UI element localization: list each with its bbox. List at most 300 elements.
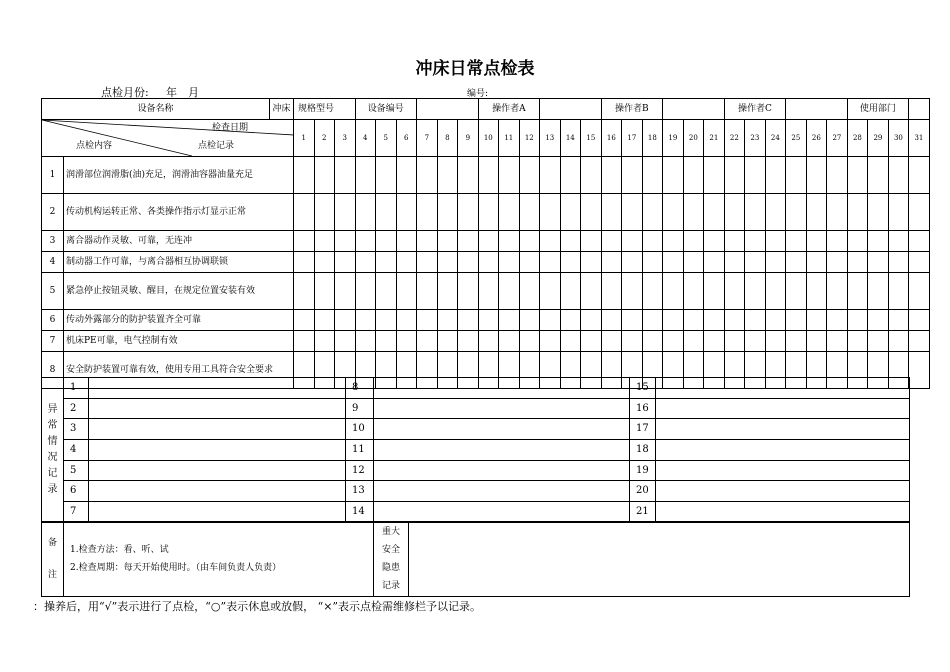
- check-cell[interactable]: [396, 157, 417, 194]
- check-cell[interactable]: [294, 331, 315, 352]
- check-cell[interactable]: [499, 273, 520, 310]
- check-item-row: [42, 273, 930, 310]
- check-cell[interactable]: [765, 310, 786, 331]
- day-19: 19: [663, 120, 684, 157]
- check-cell[interactable]: [294, 231, 315, 252]
- remarks-table: [41, 521, 910, 597]
- check-cell[interactable]: [581, 310, 602, 331]
- check-cell[interactable]: [806, 231, 827, 252]
- day-29: 29: [868, 120, 889, 157]
- diagonal-header: [42, 120, 294, 157]
- abnormal-record-field[interactable]: [89, 440, 346, 461]
- check-cell[interactable]: [376, 252, 397, 273]
- check-cell[interactable]: [355, 157, 376, 194]
- check-cell[interactable]: [540, 273, 561, 310]
- check-cell[interactable]: [642, 310, 663, 331]
- check-cell[interactable]: [663, 231, 684, 252]
- check-cell[interactable]: [499, 310, 520, 331]
- check-content-label: 点检内容: [76, 141, 113, 151]
- abnormal-number: 13: [346, 481, 374, 502]
- check-cell[interactable]: [827, 231, 848, 252]
- check-cell[interactable]: [519, 331, 540, 352]
- check-cell[interactable]: [396, 331, 417, 352]
- abnormal-record-field[interactable]: [374, 460, 630, 481]
- check-cell[interactable]: [663, 252, 684, 273]
- check-cell[interactable]: [683, 157, 704, 194]
- check-cell[interactable]: [314, 252, 335, 273]
- day-12: 12: [519, 120, 540, 157]
- abnormal-number: 12: [346, 460, 374, 481]
- abnormal-row: [42, 398, 910, 419]
- check-cell[interactable]: [335, 252, 356, 273]
- check-cell[interactable]: [417, 252, 438, 273]
- check-cell[interactable]: [622, 157, 643, 194]
- check-cell[interactable]: [499, 231, 520, 252]
- check-cell[interactable]: [786, 310, 807, 331]
- check-cell[interactable]: [355, 252, 376, 273]
- check-cell[interactable]: [355, 331, 376, 352]
- check-cell[interactable]: [786, 331, 807, 352]
- check-cell[interactable]: [437, 231, 458, 252]
- abnormal-record-field[interactable]: [656, 460, 910, 481]
- check-cell[interactable]: [437, 252, 458, 273]
- remarks-text: [64, 522, 374, 597]
- check-cell[interactable]: [642, 194, 663, 231]
- abnormal-number: 21: [630, 502, 656, 523]
- day-28: 28: [847, 120, 868, 157]
- check-cell[interactable]: [704, 252, 725, 273]
- check-cell[interactable]: [458, 273, 479, 310]
- check-record-label: 点检记录: [198, 141, 235, 151]
- check-cell[interactable]: [909, 194, 930, 231]
- device-no-field[interactable]: [417, 99, 479, 120]
- check-cell[interactable]: [458, 231, 479, 252]
- check-cell[interactable]: [663, 310, 684, 331]
- check-cell[interactable]: [806, 273, 827, 310]
- check-cell[interactable]: [540, 231, 561, 252]
- check-cell[interactable]: [601, 157, 622, 194]
- check-cell[interactable]: [601, 310, 622, 331]
- day-30: 30: [888, 120, 909, 157]
- check-cell[interactable]: [396, 194, 417, 231]
- hazard-label: 重大 安全 隐患 记录: [374, 522, 409, 597]
- check-cell[interactable]: [827, 331, 848, 352]
- check-cell[interactable]: [724, 273, 745, 310]
- abnormal-record-field[interactable]: [89, 460, 346, 481]
- check-cell[interactable]: [478, 331, 499, 352]
- check-cell[interactable]: [560, 157, 581, 194]
- remarks-label: 备 注: [42, 522, 64, 597]
- check-cell[interactable]: [519, 310, 540, 331]
- check-cell[interactable]: [745, 331, 766, 352]
- check-cell[interactable]: [437, 157, 458, 194]
- check-cell[interactable]: [683, 273, 704, 310]
- check-cell[interactable]: [294, 252, 315, 273]
- check-cell[interactable]: [704, 331, 725, 352]
- check-cell[interactable]: [909, 157, 930, 194]
- check-cell[interactable]: [786, 157, 807, 194]
- check-cell[interactable]: [642, 157, 663, 194]
- dept-field[interactable]: [909, 99, 930, 120]
- operator-c-field[interactable]: [786, 99, 848, 120]
- check-cell[interactable]: [396, 252, 417, 273]
- abnormal-record-field[interactable]: [374, 481, 630, 502]
- check-cell[interactable]: [417, 231, 438, 252]
- abnormal-record-field[interactable]: [374, 378, 630, 399]
- check-cell[interactable]: [519, 252, 540, 273]
- check-cell[interactable]: [909, 331, 930, 352]
- abnormal-number: 11: [346, 440, 374, 461]
- check-cell[interactable]: [355, 310, 376, 331]
- check-cell[interactable]: [294, 157, 315, 194]
- operator-a-field[interactable]: [540, 99, 602, 120]
- operator-b-label: 操作者B: [601, 99, 663, 120]
- abnormal-table: [41, 377, 910, 523]
- check-cell[interactable]: [847, 310, 868, 331]
- check-cell[interactable]: [827, 310, 848, 331]
- check-cell[interactable]: [335, 310, 356, 331]
- check-cell[interactable]: [888, 231, 909, 252]
- check-cell[interactable]: [827, 273, 848, 310]
- check-cell[interactable]: [765, 252, 786, 273]
- check-cell[interactable]: [437, 331, 458, 352]
- check-cell[interactable]: [355, 231, 376, 252]
- check-cell[interactable]: [294, 273, 315, 310]
- abnormal-number: 5: [64, 460, 89, 481]
- check-cell[interactable]: [642, 231, 663, 252]
- check-cell[interactable]: [622, 231, 643, 252]
- abnormal-number: 8: [346, 378, 374, 399]
- check-cell[interactable]: [745, 231, 766, 252]
- check-cell[interactable]: [499, 252, 520, 273]
- abnormal-record-field[interactable]: [656, 481, 910, 502]
- check-cell[interactable]: [642, 331, 663, 352]
- check-cell[interactable]: [560, 231, 581, 252]
- check-cell[interactable]: [478, 273, 499, 310]
- check-cell[interactable]: [786, 252, 807, 273]
- check-cell[interactable]: [888, 194, 909, 231]
- check-cell[interactable]: [765, 157, 786, 194]
- check-cell[interactable]: [458, 252, 479, 273]
- check-item-row: [42, 194, 930, 231]
- check-cell[interactable]: [519, 194, 540, 231]
- check-cell[interactable]: [806, 194, 827, 231]
- check-cell[interactable]: [847, 252, 868, 273]
- check-cell[interactable]: [314, 231, 335, 252]
- day-13: 13: [540, 120, 561, 157]
- check-cell[interactable]: [581, 252, 602, 273]
- check-cell[interactable]: [745, 310, 766, 331]
- check-cell[interactable]: [745, 157, 766, 194]
- check-cell[interactable]: [724, 231, 745, 252]
- check-cell[interactable]: [622, 252, 643, 273]
- check-cell[interactable]: [683, 194, 704, 231]
- check-cell[interactable]: [581, 231, 602, 252]
- abnormal-number: 15: [630, 378, 656, 399]
- abnormal-number: 7: [64, 502, 89, 523]
- abnormal-row: [42, 460, 910, 481]
- check-cell[interactable]: [663, 194, 684, 231]
- check-cell[interactable]: [458, 194, 479, 231]
- operator-b-field[interactable]: [663, 99, 725, 120]
- abnormal-record-field[interactable]: [656, 502, 910, 523]
- abnormal-record-field[interactable]: [89, 398, 346, 419]
- check-cell[interactable]: [560, 331, 581, 352]
- check-cell[interactable]: [683, 310, 704, 331]
- check-cell[interactable]: [376, 231, 397, 252]
- item-number: 3: [42, 231, 64, 252]
- check-cell[interactable]: [540, 310, 561, 331]
- check-cell[interactable]: [847, 157, 868, 194]
- check-cell[interactable]: [683, 231, 704, 252]
- check-cell[interactable]: [806, 157, 827, 194]
- abnormal-label: 异 常 情 况 记 录: [42, 378, 64, 523]
- check-cell[interactable]: [745, 252, 766, 273]
- check-cell[interactable]: [560, 194, 581, 231]
- check-cell[interactable]: [765, 331, 786, 352]
- check-cell[interactable]: [888, 331, 909, 352]
- check-cell[interactable]: [765, 194, 786, 231]
- check-cell[interactable]: [704, 273, 725, 310]
- check-cell[interactable]: [847, 331, 868, 352]
- check-cell[interactable]: [888, 252, 909, 273]
- check-cell[interactable]: [622, 331, 643, 352]
- check-cell[interactable]: [663, 157, 684, 194]
- check-cell[interactable]: [560, 252, 581, 273]
- check-cell[interactable]: [909, 273, 930, 310]
- check-cell[interactable]: [437, 273, 458, 310]
- abnormal-record-field[interactable]: [374, 502, 630, 523]
- abnormal-record-field[interactable]: [89, 378, 346, 399]
- check-cell[interactable]: [519, 273, 540, 310]
- check-cell[interactable]: [724, 157, 745, 194]
- check-cell[interactable]: [540, 194, 561, 231]
- check-cell[interactable]: [499, 157, 520, 194]
- check-cell[interactable]: [335, 331, 356, 352]
- abnormal-number: 9: [346, 398, 374, 419]
- check-cell[interactable]: [499, 194, 520, 231]
- check-cell[interactable]: [376, 331, 397, 352]
- check-cell[interactable]: [704, 310, 725, 331]
- check-cell[interactable]: [663, 273, 684, 310]
- check-cell[interactable]: [847, 194, 868, 231]
- check-cell[interactable]: [888, 310, 909, 331]
- item-number: 8: [42, 352, 64, 389]
- day-31: 31: [909, 120, 930, 157]
- day-10: 10: [478, 120, 499, 157]
- check-cell[interactable]: [478, 231, 499, 252]
- check-cell[interactable]: [376, 310, 397, 331]
- abnormal-number: 19: [630, 460, 656, 481]
- check-cell[interactable]: [560, 273, 581, 310]
- hazard-record-field[interactable]: [409, 522, 910, 597]
- check-cell[interactable]: [437, 194, 458, 231]
- item-number: 4: [42, 252, 64, 273]
- day-22: 22: [724, 120, 745, 157]
- check-cell[interactable]: [335, 194, 356, 231]
- check-cell[interactable]: [540, 157, 561, 194]
- check-cell[interactable]: [745, 194, 766, 231]
- check-cell[interactable]: [314, 157, 335, 194]
- item-text: 润滑部位润滑脂(油)充足，润滑油容器油量充足: [64, 157, 294, 194]
- check-cell[interactable]: [314, 331, 335, 352]
- check-cell[interactable]: [827, 157, 848, 194]
- check-cell[interactable]: [601, 273, 622, 310]
- check-cell[interactable]: [376, 157, 397, 194]
- check-cell[interactable]: [888, 273, 909, 310]
- item-text: 紧急停止按钮灵敏、醒目，在规定位置安装有效: [64, 273, 294, 310]
- check-cell[interactable]: [786, 273, 807, 310]
- check-cell[interactable]: [827, 252, 848, 273]
- check-cell[interactable]: [458, 331, 479, 352]
- check-cell[interactable]: [847, 231, 868, 252]
- item-number: 7: [42, 331, 64, 352]
- check-cell[interactable]: [396, 273, 417, 310]
- check-cell[interactable]: [478, 252, 499, 273]
- check-cell[interactable]: [868, 157, 889, 194]
- check-cell[interactable]: [335, 273, 356, 310]
- check-cell[interactable]: [601, 252, 622, 273]
- item-text: 离合器动作灵敏、可靠，无连冲: [64, 231, 294, 252]
- check-cell[interactable]: [724, 194, 745, 231]
- check-cell[interactable]: [376, 273, 397, 310]
- check-cell[interactable]: [642, 252, 663, 273]
- check-cell[interactable]: [540, 331, 561, 352]
- check-cell[interactable]: [745, 273, 766, 310]
- check-cell[interactable]: [724, 310, 745, 331]
- abnormal-record-field[interactable]: [89, 481, 346, 502]
- check-cell[interactable]: [868, 231, 889, 252]
- check-cell[interactable]: [560, 310, 581, 331]
- check-cell[interactable]: [724, 252, 745, 273]
- check-cell[interactable]: [806, 331, 827, 352]
- item-text: 传动机构运转正常、各类操作指示灯显示正常: [64, 194, 294, 231]
- remarks-line-2: 2.检查周期：每天开始使用时。（由车间负责人负责）: [70, 563, 282, 573]
- check-cell[interactable]: [376, 194, 397, 231]
- check-cell[interactable]: [294, 310, 315, 331]
- check-cell[interactable]: [765, 231, 786, 252]
- abnormal-record-field[interactable]: [374, 398, 630, 419]
- check-cell[interactable]: [458, 310, 479, 331]
- check-cell[interactable]: [868, 252, 889, 273]
- check-cell[interactable]: [704, 157, 725, 194]
- check-cell[interactable]: [396, 310, 417, 331]
- abnormal-record-field[interactable]: [656, 440, 910, 461]
- check-cell[interactable]: [335, 231, 356, 252]
- check-cell[interactable]: [909, 231, 930, 252]
- check-cell[interactable]: [355, 273, 376, 310]
- check-cell[interactable]: [519, 231, 540, 252]
- check-cell[interactable]: [294, 194, 315, 231]
- abnormal-record-field[interactable]: [374, 419, 630, 440]
- check-cell[interactable]: [478, 194, 499, 231]
- check-cell[interactable]: [868, 273, 889, 310]
- check-cell[interactable]: [601, 331, 622, 352]
- check-cell[interactable]: [601, 231, 622, 252]
- check-cell[interactable]: [540, 252, 561, 273]
- check-cell[interactable]: [437, 310, 458, 331]
- check-cell[interactable]: [519, 157, 540, 194]
- check-cell[interactable]: [314, 194, 335, 231]
- check-cell[interactable]: [417, 157, 438, 194]
- abnormal-record-field[interactable]: [656, 378, 910, 399]
- check-cell[interactable]: [806, 252, 827, 273]
- check-cell[interactable]: [806, 310, 827, 331]
- check-cell[interactable]: [622, 194, 643, 231]
- check-cell[interactable]: [663, 331, 684, 352]
- abnormal-record-field[interactable]: [656, 398, 910, 419]
- check-item-row: [42, 157, 930, 194]
- check-cell[interactable]: [581, 273, 602, 310]
- check-cell[interactable]: [335, 157, 356, 194]
- check-cell[interactable]: [314, 273, 335, 310]
- abnormal-record-field[interactable]: [89, 419, 346, 440]
- check-cell[interactable]: [417, 273, 438, 310]
- abnormal-number: 6: [64, 481, 89, 502]
- abnormal-number: 1: [64, 378, 89, 399]
- check-cell[interactable]: [786, 194, 807, 231]
- check-item-row: [42, 231, 930, 252]
- day-7: 7: [417, 120, 438, 157]
- check-cell[interactable]: [868, 310, 889, 331]
- check-cell[interactable]: [909, 310, 930, 331]
- day-27: 27: [827, 120, 848, 157]
- check-cell[interactable]: [888, 157, 909, 194]
- abnormal-record-field[interactable]: [89, 502, 346, 523]
- check-cell[interactable]: [622, 273, 643, 310]
- check-cell[interactable]: [786, 231, 807, 252]
- abnormal-record-field[interactable]: [374, 440, 630, 461]
- check-cell[interactable]: [396, 231, 417, 252]
- check-cell[interactable]: [868, 331, 889, 352]
- day-18: 18: [642, 120, 663, 157]
- check-cell[interactable]: [499, 331, 520, 352]
- check-cell[interactable]: [478, 157, 499, 194]
- check-cell[interactable]: [478, 310, 499, 331]
- abnormal-record-field[interactable]: [656, 419, 910, 440]
- check-cell[interactable]: [847, 273, 868, 310]
- check-cell[interactable]: [622, 310, 643, 331]
- check-cell[interactable]: [417, 194, 438, 231]
- item-number: 6: [42, 310, 64, 331]
- check-cell[interactable]: [724, 331, 745, 352]
- day-21: 21: [704, 120, 725, 157]
- check-cell[interactable]: [827, 194, 848, 231]
- info-row: [42, 99, 930, 120]
- check-cell[interactable]: [581, 194, 602, 231]
- check-cell[interactable]: [642, 273, 663, 310]
- check-cell[interactable]: [704, 194, 725, 231]
- check-cell[interactable]: [704, 231, 725, 252]
- check-cell[interactable]: [417, 331, 438, 352]
- check-cell[interactable]: [355, 194, 376, 231]
- check-cell[interactable]: [909, 252, 930, 273]
- check-cell[interactable]: [683, 252, 704, 273]
- check-cell[interactable]: [314, 310, 335, 331]
- abnormal-number: 18: [630, 440, 656, 461]
- check-cell[interactable]: [683, 331, 704, 352]
- check-cell[interactable]: [417, 310, 438, 331]
- day-11: 11: [499, 120, 520, 157]
- check-cell[interactable]: [909, 352, 930, 389]
- check-cell[interactable]: [765, 273, 786, 310]
- check-cell[interactable]: [868, 194, 889, 231]
- check-cell[interactable]: [581, 331, 602, 352]
- check-cell[interactable]: [601, 194, 622, 231]
- days-header-row: [42, 120, 930, 157]
- check-cell[interactable]: [581, 157, 602, 194]
- check-cell[interactable]: [458, 157, 479, 194]
